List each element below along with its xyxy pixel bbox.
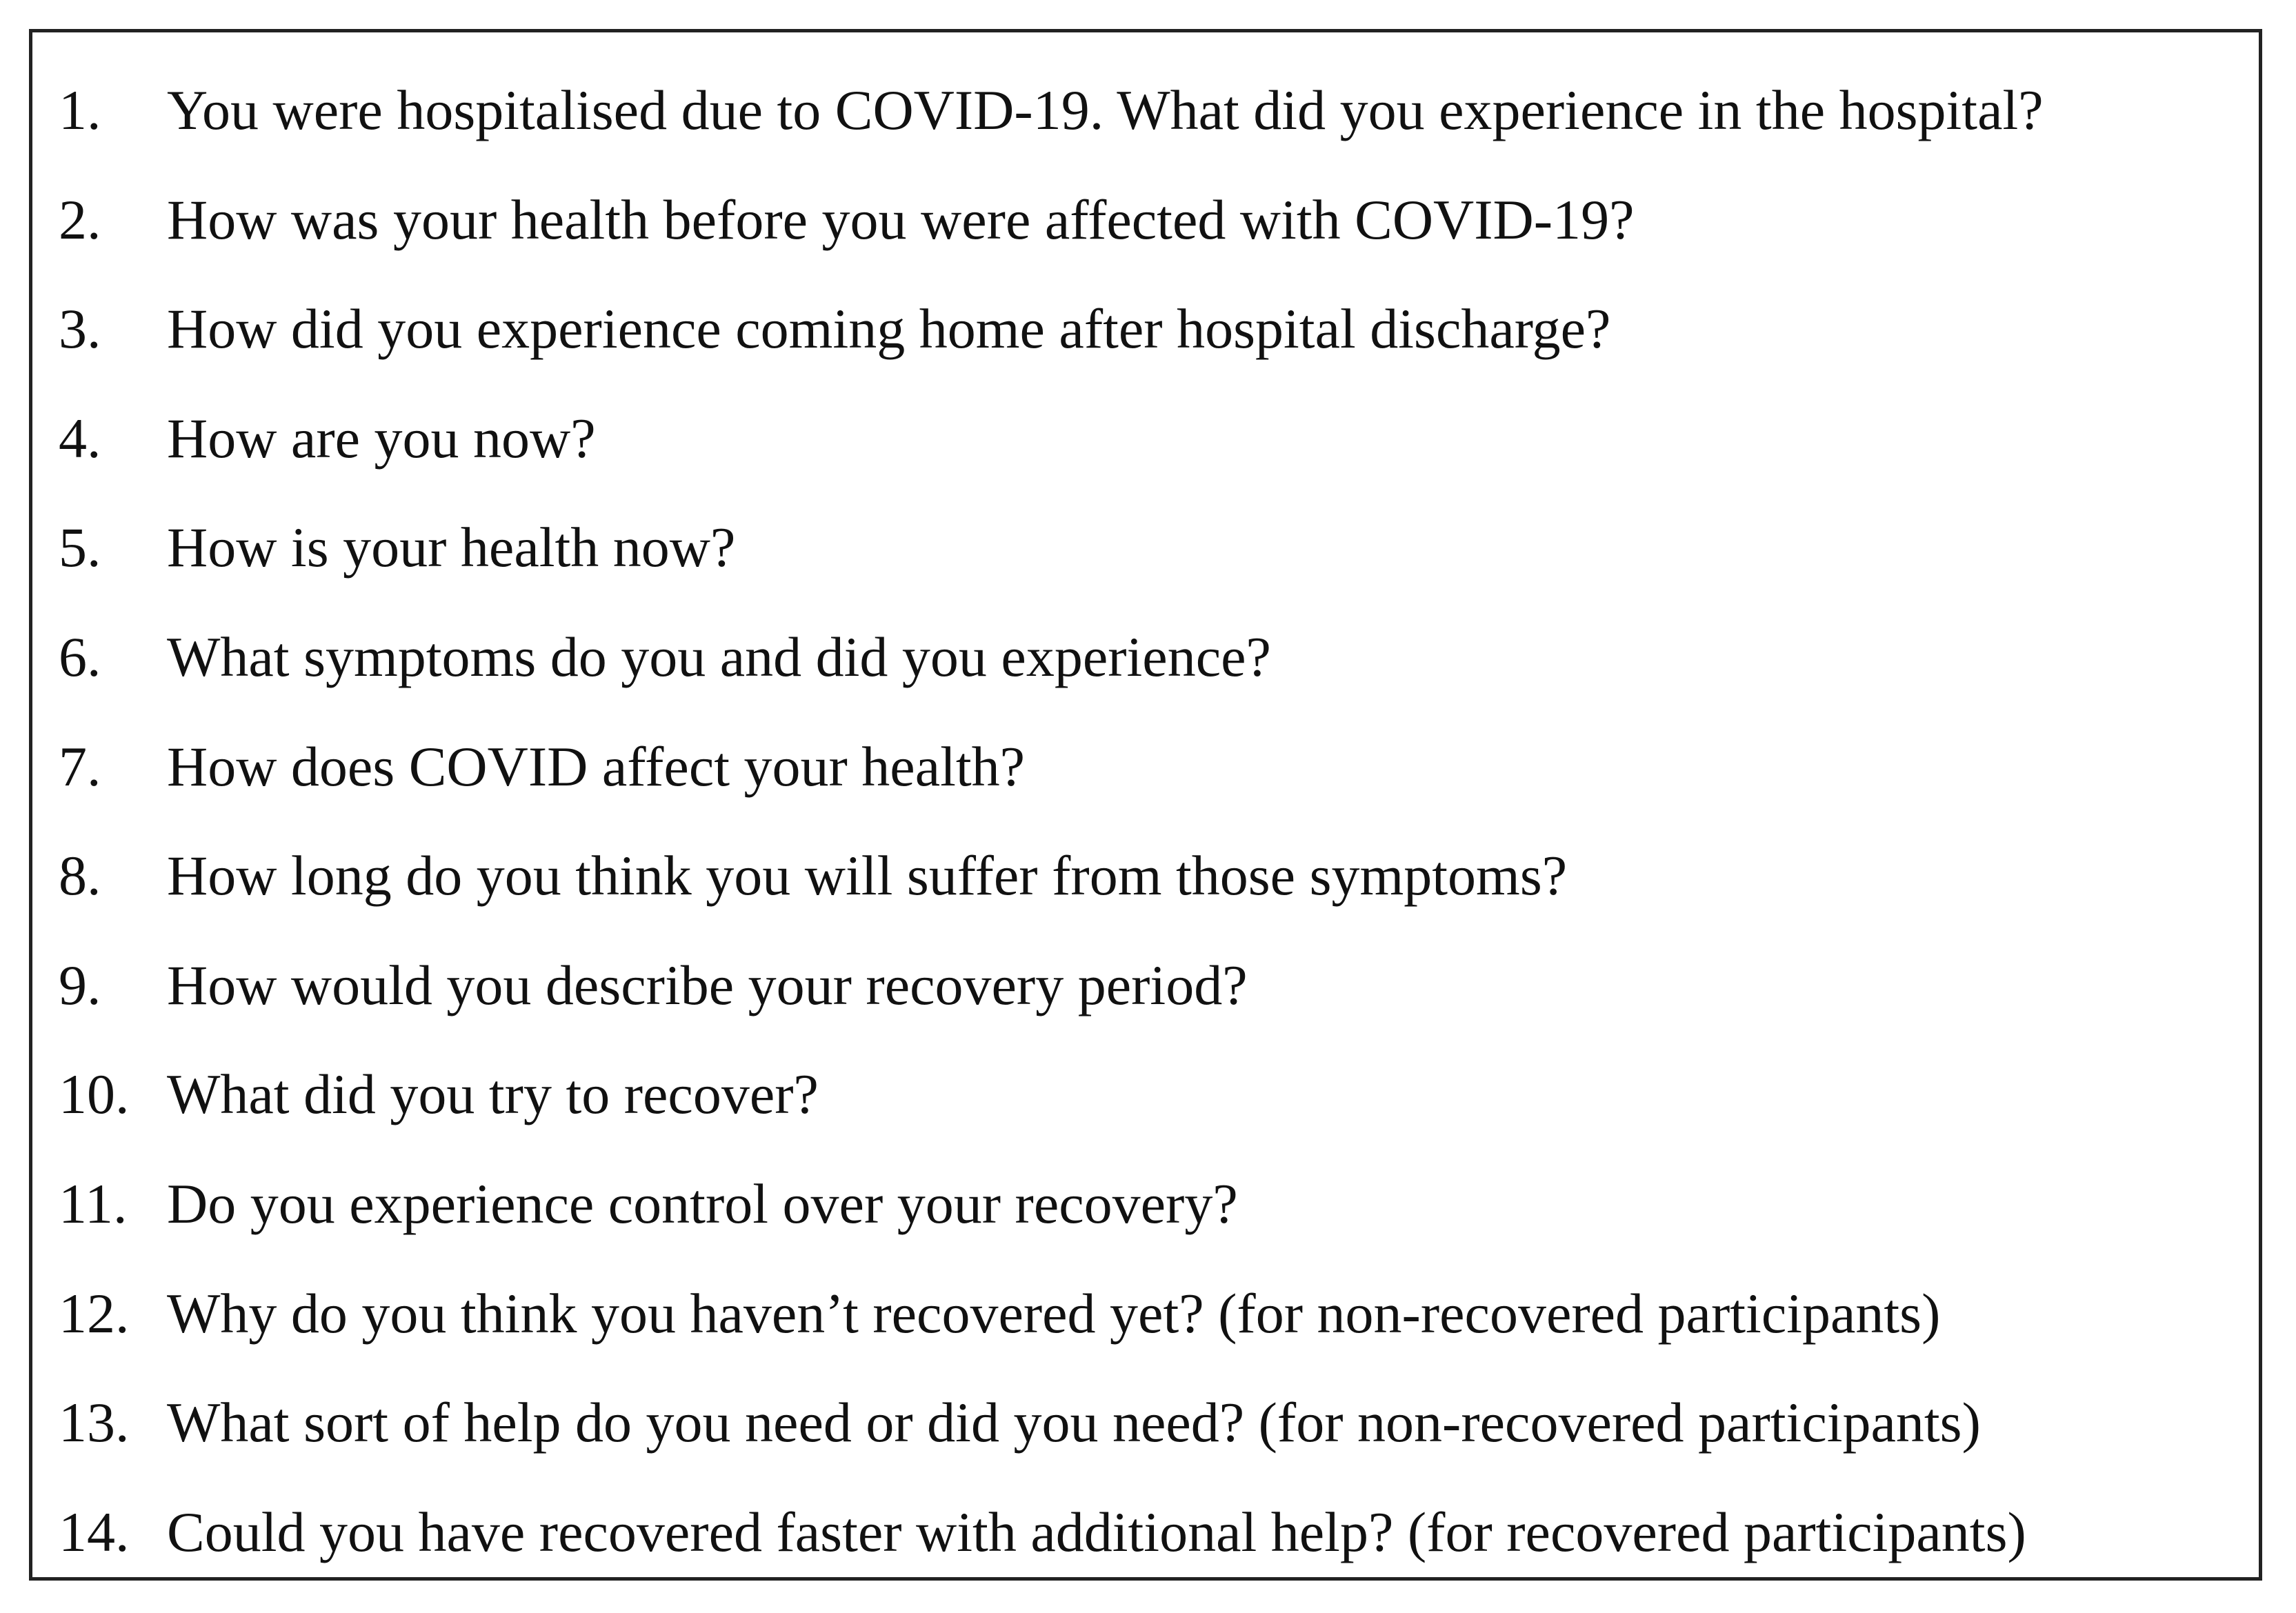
question-number: 5.	[59, 516, 101, 579]
question-box	[29, 29, 2262, 1581]
question-item	[59, 1172, 2245, 1285]
question-number: 9.	[59, 953, 101, 1016]
question-number: 3.	[59, 297, 101, 361]
question-text: How are you now?	[167, 406, 596, 470]
question-item	[59, 1063, 2245, 1176]
question-text: How does COVID affect your health?	[167, 734, 1026, 798]
question-item	[59, 1391, 2245, 1504]
question-number: 8.	[59, 844, 101, 908]
question-item	[59, 516, 2245, 629]
question-number: 14.	[59, 1500, 130, 1563]
question-number: 4.	[59, 406, 101, 470]
question-list	[59, 79, 2245, 1613]
question-item	[59, 734, 2245, 848]
question-number: 13.	[59, 1391, 130, 1454]
question-text: What did you try to recover?	[167, 1063, 819, 1126]
question-item	[59, 953, 2245, 1067]
question-number: 12.	[59, 1281, 130, 1345]
question-item	[59, 1500, 2245, 1613]
question-text: Why do you think you haven’t recovered yet? (for non-recovered participants)	[167, 1281, 1941, 1345]
question-text: What symptoms do you and did you experience?	[167, 625, 1271, 688]
question-item	[59, 188, 2245, 301]
question-number: 11.	[59, 1172, 128, 1235]
question-item	[59, 844, 2245, 957]
question-item	[59, 79, 2245, 192]
question-item	[59, 406, 2245, 520]
question-number: 2.	[59, 188, 101, 251]
question-text: You were hospitalised due to COVID-19. What did you experience in the hospital?	[167, 79, 2044, 141]
question-text: How did you experience coming home after hospital discharge?	[167, 297, 1611, 361]
question-text: What sort of help do you need or did you need? (for non-recovered participants)	[167, 1391, 1981, 1454]
question-text: Could you have recovered faster with additional help? (for recovered participants)	[167, 1500, 2026, 1563]
question-text: How was your health before you were affected with COVID-19?	[167, 188, 1635, 251]
question-text: How long do you think you will suffer from those symptoms?	[167, 844, 1568, 908]
question-number: 7.	[59, 734, 101, 798]
question-number: 6.	[59, 625, 101, 688]
question-text: Do you experience control over your recovery?	[167, 1172, 1238, 1235]
question-item	[59, 1281, 2245, 1395]
question-number: 1.	[59, 79, 101, 141]
question-item	[59, 297, 2245, 410]
question-text: How is your health now?	[167, 516, 736, 579]
question-number: 10.	[59, 1063, 130, 1126]
question-text: How would you describe your recovery period?	[167, 953, 1248, 1016]
question-item	[59, 625, 2245, 739]
